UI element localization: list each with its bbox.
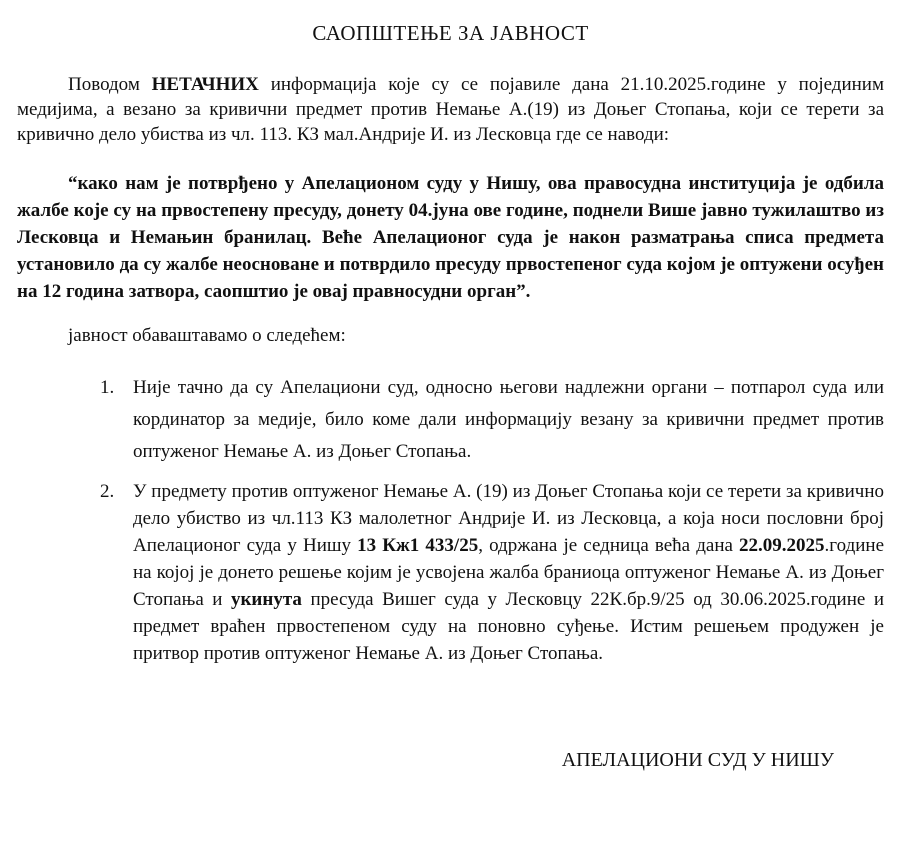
list-item-1-number: 1. (100, 377, 115, 398)
lead-in-line: јавност обаваштавамо о следећем: (68, 325, 346, 346)
list-item-1 (17, 372, 884, 468)
list-item-2 (17, 478, 884, 667)
numbered-list (17, 372, 884, 667)
list-item-1-text: Није тачно да су Апелациони суд, односно његови надлежни органи – потпарол суда или кординатор за медије, било коме дали информацију везану за кривични предмет против оптуженог Немање А. из Доњег Стопања. (133, 377, 884, 462)
signature-block (17, 747, 884, 773)
document-title: САОПШТЕЊЕ ЗА ЈАВНОСТ (312, 21, 589, 45)
quoted-statement-paragraph: “како нам је потврђено у Апелационом суду у Нишу, ова правосудна институција је одбила жалбе које су на првостепену пресуду, донету 04.јуна ове године, поднели Више јавно тужилаштво из Лесковца и Немањин бранилац. Веће Апелационог суда је након разматрања списа предмета установило да су жалбе неосноване и потврдило пресуду првостепеног суда којом је оптужени осуђен на 12 година затвора, саопштио је овај правносудни орган”. (17, 173, 884, 302)
list-item-2-text: У предмету против оптуженог Немање А. (19) из Доњег Стопања који се терети за кривично дело убиство из чл.113 КЗ малолетног Андрије И. из Лесковца, а која носи пословни број Апелационог суда у Нишу 13 Кж1 433/25, одржана је седница већа дана 22.09.2025.године на којој је донето решење којим је усвојена жалба браниоца оптуженог Немање А. из Доњег Стопања и укинута пресуда Вишег суда у Лесковцу 22К.бр.9/25 од 30.06.2025.године и предмет враћен првостепеном суду на поновно суђење. Истим решењем продужен је притвор против оптуженог Немање А. из Доњег Стопања. (133, 481, 885, 664)
court-signature: АПЕЛАЦИОНИ СУД У НИШУ (561, 749, 834, 771)
list-item-2-number: 2. (100, 481, 115, 502)
intro-paragraph: Поводом НЕТАЧНИХ информација које су се појавиле дана 21.10.2025.године у појединим медијима, а везано за кривични предмет против Немање А.(19) из Доњег Стопања, који се терети за кривично дело убиства из чл. 113. КЗ мал.Андрије И. из Лесковца где се наводи: (17, 74, 885, 145)
